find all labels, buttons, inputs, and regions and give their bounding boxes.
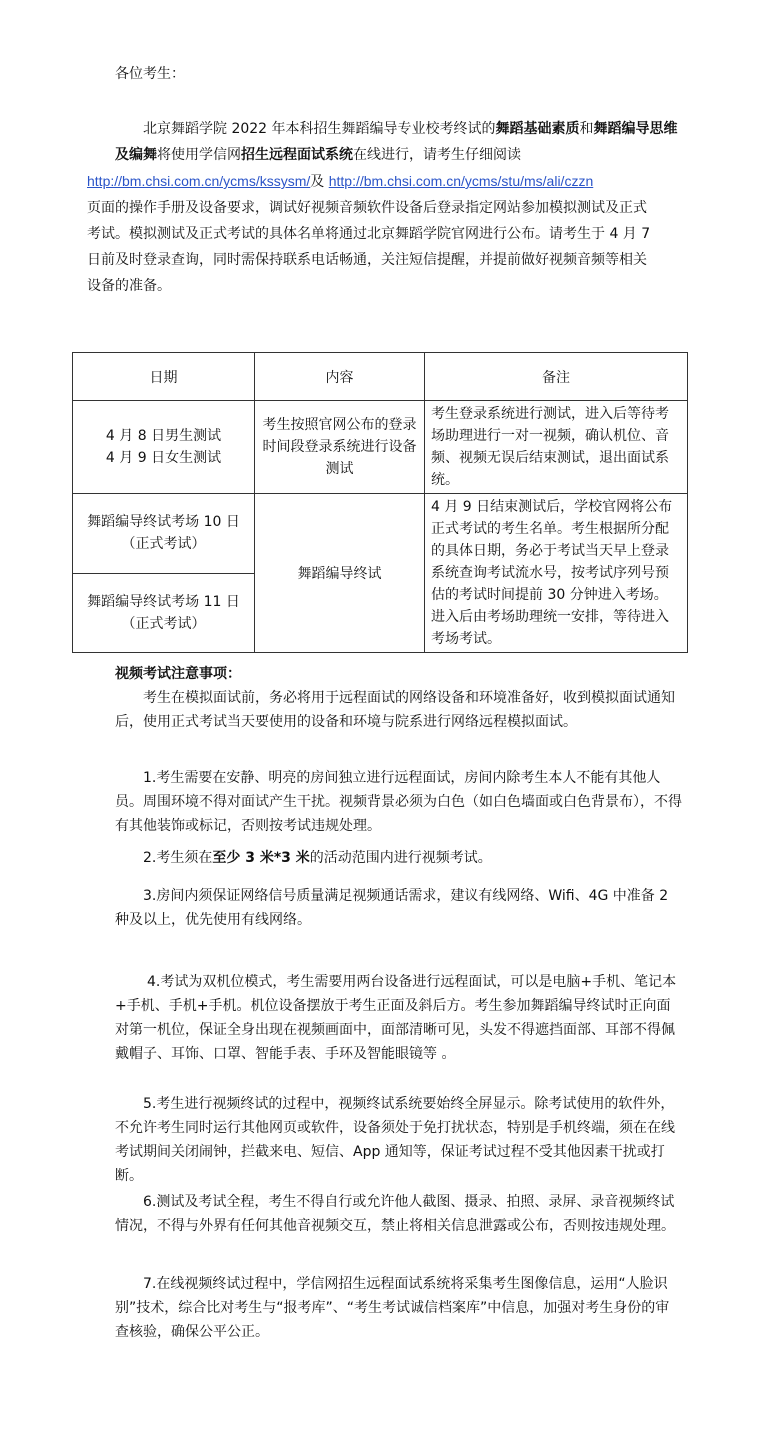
- intro-text-4: 在线进行，请考生仔细阅读: [353, 147, 521, 163]
- item2-bold: 至少 3 米*3 米: [212, 850, 310, 866]
- header-note: 备注: [425, 353, 688, 401]
- item2-pre: 2.考生须在: [143, 850, 213, 866]
- notice-item-7: 7.在线视频终试过程中，学信网招生远程面试系统将采集考生图像信息，运用“人脸识别”技术，综合比对考生与“报考库”、“考生考试诚信档案库”中信息，加强对考生身份的审查核验，确保公平公正。: [115, 1276, 670, 1340]
- row1-note: 考生登录系统进行测试，进入后等待考场助理进行一对一视频，确认机位、音频、视频无误后结束测试，退出面试系统。: [425, 401, 688, 494]
- item2-post: 的活动范围内进行视频考试。: [309, 850, 492, 866]
- row1-content: 考生按照官网公布的登录时间段登录系统进行设备测试: [255, 401, 425, 494]
- notice-title: 视频考试注意事项：: [115, 666, 241, 682]
- row3-date: 舞蹈编导终试考场 11 日 （正式考试）: [73, 573, 255, 653]
- row2-content: 舞蹈编导终试: [255, 494, 425, 653]
- notice-item-5: 5.考生进行视频终试的过程中，视频终试系统要始终全屏显示。除考试使用的软件外，不允许考生同时运行其他网页或软件，设备须处于免打扰状态，特别是手机终端，须在在线考试期间关闭闹钟，拦截来电、短信、App 通知等，保证考试过程不受其他因素干扰或打断。: [115, 1096, 675, 1184]
- row2-date: 舞蹈编导终试考场 10 日 （正式考试）: [73, 494, 255, 574]
- intro-text-3: 将使用学信网: [157, 147, 241, 163]
- notice-item-3: 3.房间内须保证网络信号质量满足视频通话需求，建议有线网络、Wifi、4G 中准备 2 种及以上，优先使用有线网络。: [115, 888, 669, 928]
- intro-text-6: 页面的操作手册及设备要求，调试好视频音频软件设备后登录指定网站参加模拟测试及正式考试。模拟测试及正式考试的具体名单将通过北京舞蹈学院官网进行公布。请考生于 4 月 7 日前及时登录查询，同时需保持联系电话畅通，关注短信提醒，并提前做好视频音频等相关设备的准备。: [87, 200, 651, 294]
- manual-link[interactable]: http://bm.chsi.com.cn/ycms/kssysm/: [87, 173, 311, 189]
- row2-note: 4 月 9 日结束测试后，学校官网将公布正式考试的考生名单。考生根据所分配的具体日期，务必于考试当天早上登录系统查询考试流水号，按考试序列号预估的考试时间提前 30 分钟进入考场。进入后由考场助理统一安排，等待进入考场考试。: [425, 494, 688, 653]
- intro-text-5: 及: [310, 174, 325, 190]
- intro-bold-3: 招生远程面试系统: [241, 147, 353, 163]
- table-row: [73, 401, 688, 494]
- intro-paragraph: [87, 116, 683, 299]
- intro-bold-1: 舞蹈基础素质: [495, 121, 580, 137]
- header-content: 内容: [255, 353, 425, 401]
- notice-item-1: 1.考生需要在安静、明亮的房间独立进行远程面试，房间内除考生本人不能有其他人员。周围环境不得对面试产生干扰。视频背景必须为白色（如白色墙面或白色背景布），不得有其他装饰或标记，否则按考试违规处理。: [115, 770, 682, 834]
- notice-lead: 考生在模拟面试前，务必将用于远程面试的网络设备和环境准备好，收到模拟面试通知后，使用正式考试当天要使用的设备和环境与院系进行网络远程模拟面试。: [115, 690, 675, 730]
- notice-item-4: 4.考试为双机位模式，考生需要用两台设备进行远程面试，可以是电脑+手机、笔记本+手机、手机+手机。机位设备摆放于考生正面及斜后方。考生参加舞蹈编导终试时正向面对第一机位，保证全身出现在视频画面中，面部清晰可见，头发不得遮挡面部、耳部不得佩戴帽子、耳饰、口罩、智能手表、手环及智能眼镜等 。: [115, 974, 677, 1062]
- device-requirements-link[interactable]: http://bm.chsi.com.cn/ycms/stu/ms/ali/czzn: [328, 173, 594, 189]
- row1-date: 4 月 8 日男生测试 4 月 9 日女生测试: [73, 401, 255, 494]
- schedule-table: [72, 352, 688, 653]
- table-header-row: [73, 353, 688, 401]
- intro-bold-2: 舞蹈编导思维及编舞: [115, 121, 678, 163]
- greeting: 各位考生：: [115, 66, 185, 82]
- table-row: [73, 494, 688, 574]
- notice-item-6: 6.测试及考试全程，考生不得自行或允许他人截图、摄录、拍照、录屏、录音视频终试情况，不得与外界有任何其他音视频交互，禁止将相关信息泄露或公布，否则按违规处理。: [115, 1194, 675, 1234]
- intro-text-1: 北京舞蹈学院 2022 年本科招生舞蹈编导专业校考终试的: [143, 121, 496, 137]
- header-date: 日期: [73, 353, 255, 401]
- intro-text-2: 和: [579, 121, 594, 137]
- notice-item-2: [115, 846, 683, 870]
